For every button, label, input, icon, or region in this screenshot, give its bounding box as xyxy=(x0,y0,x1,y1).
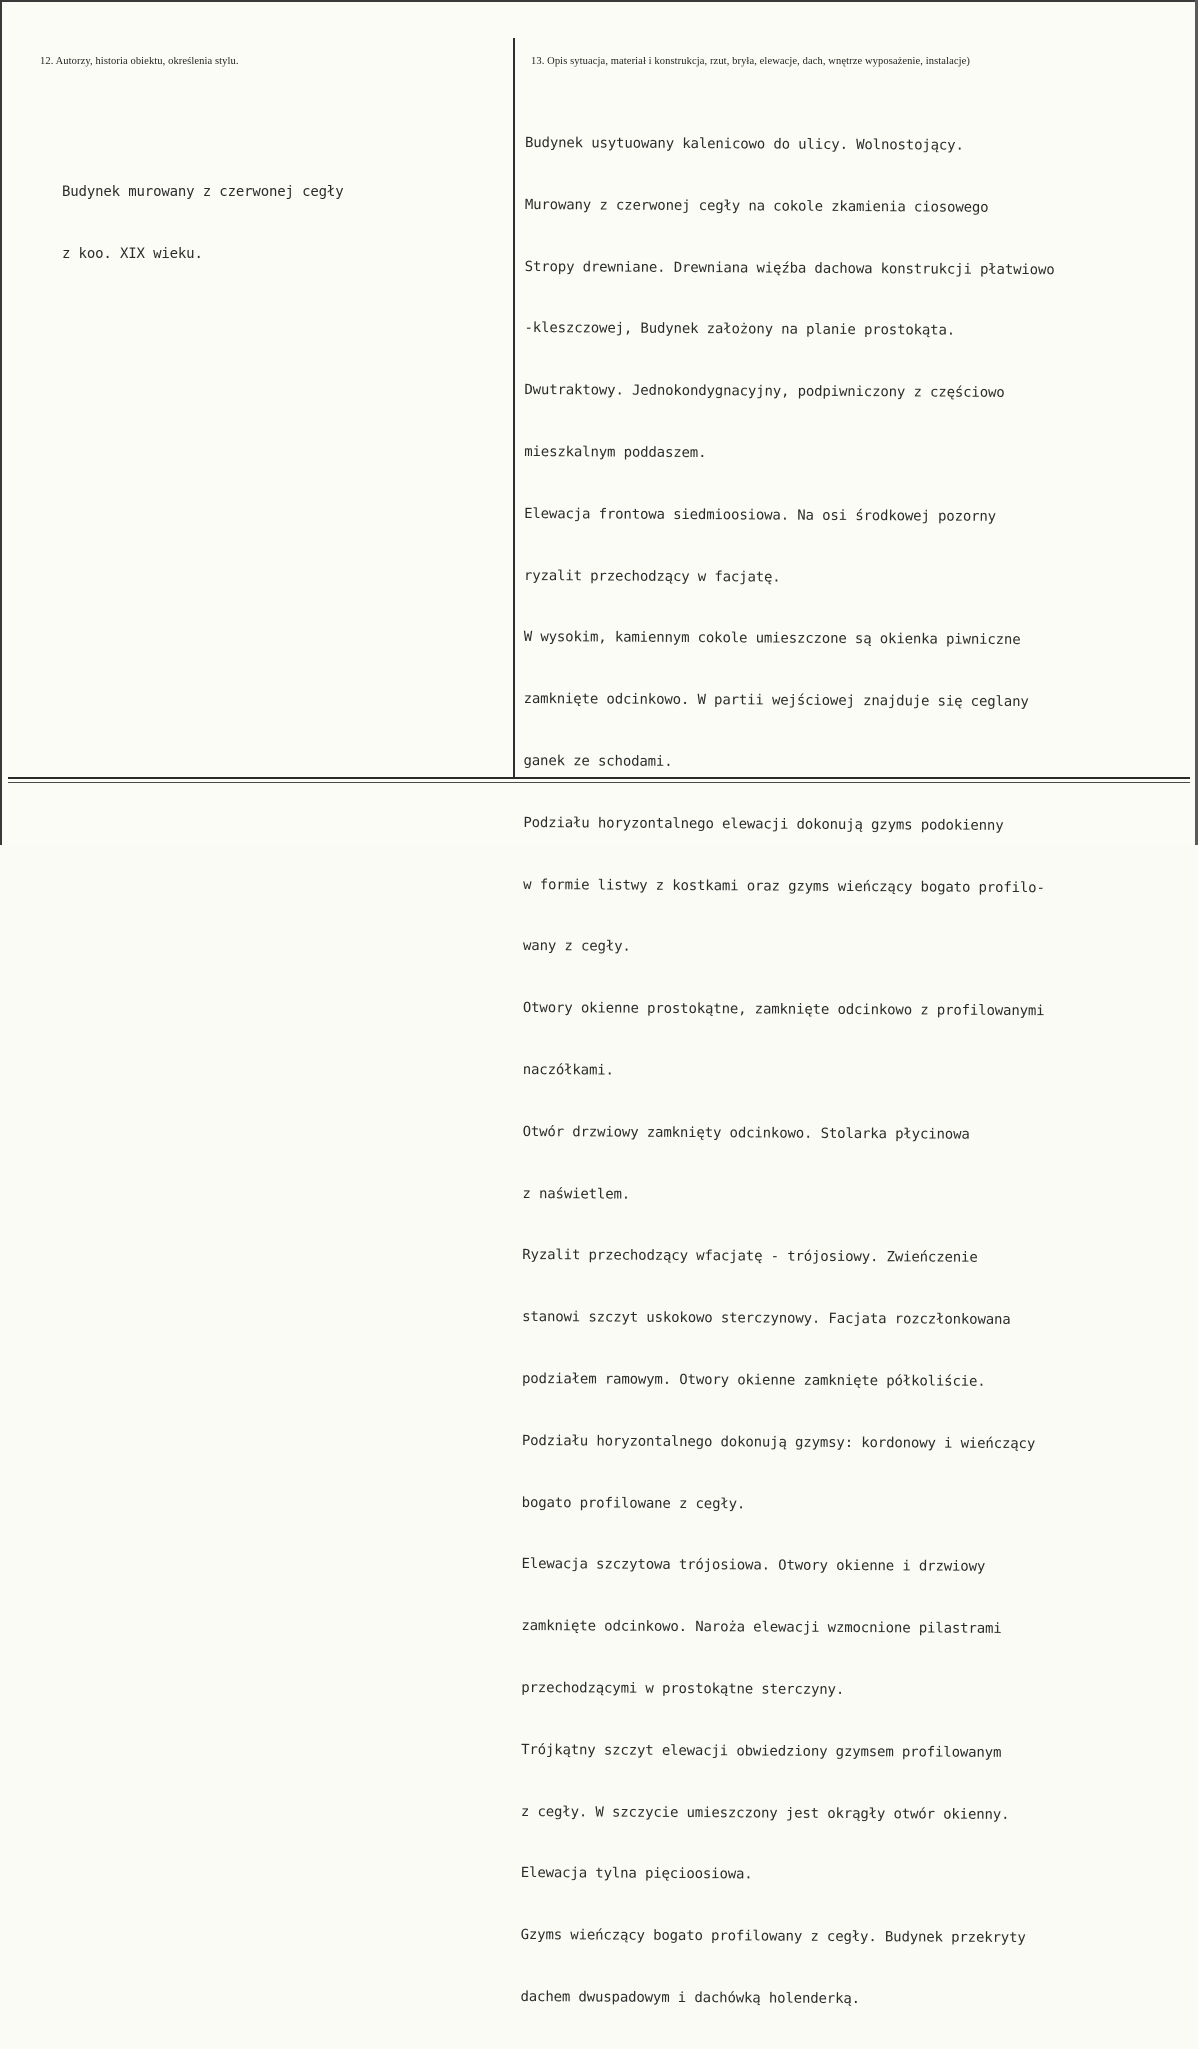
page-border-top xyxy=(0,0,1198,2)
typed-line: Budynek murowany z czerwonej cegły xyxy=(62,184,344,200)
typed-line: z koo. XIX wieku. xyxy=(62,246,203,262)
typed-line: Otwory okienne prostokątne, zamknięte odcinkowo z profilowanymi xyxy=(522,1000,1045,1020)
typed-line: dachem dwuspadowym i dachówką holenderką. xyxy=(520,1988,860,2007)
typed-line: Stropy drewniane. Drewniana więźba dachowa konstrukcji płatwiowo xyxy=(524,258,1055,278)
typed-line: Otwór drzwiowy zamknięty odcinkowo. Stolarka płycinowa xyxy=(522,1123,970,1143)
typed-line: Ryzalit przechodzący wfacjatę - trójosiowy. Zwieńczenie xyxy=(522,1247,978,1267)
field-13-label: 13. Opis sytuacja, materiał i konstrukcja, rzut, bryła, elewacje, dach, wnętrze wyposażenie, instalacje) xyxy=(531,56,970,67)
field-13-typed-text xyxy=(520,92,1055,2049)
typed-line: stanowi szczyt uskokowo sterczynowy. Facjata rozczłonkowana xyxy=(522,1309,1011,1329)
typed-line: Gzyms wieńczący bogato profilowany z cegły. Budynek przekryty xyxy=(520,1927,1026,1947)
typed-line: ryzalit przechodzący w facjatę. xyxy=(523,567,781,586)
typed-line: Trójkątny szczyt elewacji obwiedziony gzymsem profilowanym xyxy=(521,1741,1002,1761)
typed-line: ganek ze schodami. xyxy=(523,752,673,770)
typed-line: naczółkami. xyxy=(522,1061,614,1079)
typed-line: wany z cegły. xyxy=(523,938,631,956)
typed-line: Podziału horyzontalnego elewacji dokonują gzyms podokienny xyxy=(523,814,1004,834)
field-12-label: 12. Autorzy, historia obiektu, określenia stylu. xyxy=(40,56,239,67)
field-12-typed-text xyxy=(62,141,343,306)
page-border-left xyxy=(0,0,2,845)
typed-line: -kleszczowej, Budynek założony na planie prostokąta. xyxy=(524,320,956,340)
typed-line: Elewacja tylna pięcioosiowa. xyxy=(520,1865,753,1883)
typed-line: Murowany z czerwonej cegły na cokole zkamienia ciosowego xyxy=(524,196,989,216)
typed-line: Dwutraktowy. Jednokondygnacyjny, podpiwniczony z częściowo xyxy=(524,382,1005,402)
column-divider xyxy=(513,38,515,778)
typed-line: W wysokim, kamiennym cokole umieszczone są okienka piwniczne xyxy=(523,629,1021,649)
typed-line: przechodzącymi w prostokątne sterczyny. xyxy=(521,1679,845,1698)
typed-line: z naświetlem. xyxy=(522,1185,631,1203)
typed-line: z cegły. W szczycie umieszczony jest okrągły otwór okienny. xyxy=(520,1803,1010,1823)
typed-line: Elewacja szczytowa trójosiowa. Otwory okienne i drzwiowy xyxy=(521,1556,986,1576)
typed-line: bogato profilowane z cegły. xyxy=(521,1494,746,1512)
typed-line: Budynek usytuowany kalenicowo do ulicy. Wolnostojący. xyxy=(524,135,964,154)
typed-line: Podziału horyzontalnego dokonują gzymsy: kordonowy i wieńczący xyxy=(521,1432,1036,1452)
typed-line: zamknięte odcinkowo. Naroża elewacji wzmocnione pilastrami xyxy=(521,1618,1002,1638)
typed-line: zamknięte odcinkowo. W partii wejściowej znajduje się ceglany xyxy=(523,691,1029,711)
typed-line: mieszkalnym poddaszem. xyxy=(524,443,707,462)
typed-line: podziałem ramowym. Otwory okienne zamknięte półkoliście. xyxy=(521,1370,986,1390)
typed-line: w formie listwy z kostkami oraz gzyms wieńczący bogato profilo- xyxy=(523,876,1045,896)
typed-line: Elewacja frontowa siedmioosiowa. Na osi środkowej pozorny xyxy=(524,505,997,525)
